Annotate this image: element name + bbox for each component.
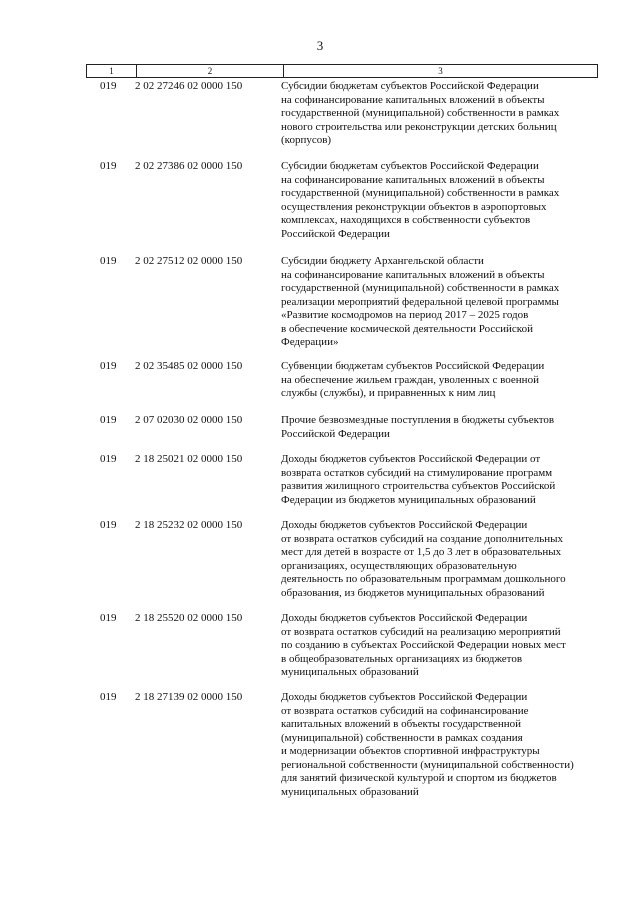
description-line: Субсидии бюджету Архангельской области (281, 255, 484, 267)
income-description (281, 691, 611, 799)
description-line: Доходы бюджетов субъектов Российской Федерации (281, 612, 528, 624)
description-line: «Развитие космодромов на период 2017 – 2025 годов (281, 309, 529, 321)
description-line: для занятий физической культурой и спортом из бюджетов (281, 772, 557, 784)
income-description (281, 453, 611, 507)
budget-classification-code: 2 02 27512 02 0000 150 (135, 255, 243, 267)
budget-classification-code: 2 18 25021 02 0000 150 (135, 453, 243, 465)
description-line: Доходы бюджетов субъектов Российской Федерации (281, 519, 528, 531)
budget-classification-code: 2 07 02030 02 0000 150 (135, 414, 243, 426)
description-line: развития жилищного строительства субъектов Российской (281, 480, 556, 492)
admin-code: 019 (100, 519, 117, 531)
admin-code: 019 (100, 360, 117, 372)
description-line: от возврата остатков субсидий на софинансирование (281, 704, 529, 717)
admin-code: 019 (100, 80, 117, 92)
income-description (281, 80, 611, 148)
budget-classification-code: 2 18 25232 02 0000 150 (135, 519, 243, 531)
description-line: в обеспечение космической деятельности Российской (281, 322, 533, 335)
description-line: Российской Федерации (281, 427, 390, 440)
description-line: Федерации» (281, 336, 339, 348)
description-line: на софинансирование капитальных вложений в объекты (281, 93, 545, 106)
description-line: государственной (муниципальной) собственности в рамках (281, 107, 560, 119)
description-line: мест для детей в возрасте от 1,5 до 3 лет в образовательных (281, 546, 562, 558)
page-number: 3 (316, 38, 324, 53)
description-line: государственной (муниципальной) собственности в рамках (281, 187, 560, 199)
description-line: на софинансирование капитальных вложений в объекты (281, 173, 545, 186)
column-header-2: 2 (136, 65, 283, 77)
description-line: муниципальных образований (281, 785, 419, 798)
admin-code: 019 (100, 414, 117, 426)
income-description (281, 519, 611, 600)
description-line: осуществления реконструкции объектов в аэропортовых (281, 200, 547, 213)
income-description (281, 414, 611, 441)
description-line: по созданию в субъектах Российской Федерации новых мест (281, 639, 566, 651)
description-line: организациях, осуществляющих образовательную (281, 559, 517, 572)
description-line: комплексах, находящихся в собственности субъектов (281, 214, 531, 226)
description-line: муниципальных образований (281, 666, 419, 678)
description-line: нового строительства или реконструкции детских больниц (281, 120, 557, 133)
description-line: в общеобразовательных организациях из бюджетов (281, 652, 523, 665)
table-column-header (86, 64, 598, 78)
description-line: Субсидии бюджетам субъектов Российской Федерации (281, 160, 539, 172)
description-line: региональной собственности (муниципальной собственности) (281, 758, 574, 771)
description-line: государственной (муниципальной) собственности в рамках (281, 282, 560, 294)
description-line: от возврата остатков субсидий на реализацию мероприятий (281, 625, 561, 638)
description-line: (муниципальной) собственности в рамках создания (281, 731, 523, 744)
description-line: Доходы бюджетов субъектов Российской Федерации (281, 691, 528, 703)
column-header-3: 3 (283, 65, 598, 77)
description-line: возврата остатков субсидий на стимулирование программ (281, 466, 553, 479)
description-line: Федерации из бюджетов муниципальных образований (281, 493, 536, 506)
description-line: на обеспечение жильем граждан, уволенных с военной (281, 373, 539, 386)
description-line: от возврата остатков субсидий на создание дополнительных (281, 532, 564, 545)
income-description (281, 255, 611, 350)
admin-code: 019 (100, 453, 117, 465)
admin-code: 019 (100, 691, 117, 703)
description-line: деятельность по образовательным программам дошкольного (281, 573, 566, 585)
income-description (281, 160, 611, 241)
description-line: Субвенции бюджетам субъектов Российской Федерации (281, 360, 545, 372)
description-line: (корпусов) (281, 134, 332, 146)
budget-classification-code: 2 02 27386 02 0000 150 (135, 160, 243, 172)
column-header-1: 1 (86, 65, 136, 77)
description-line: реализации мероприятий федеральной целевой программы (281, 295, 559, 308)
budget-classification-code: 2 02 35485 02 0000 150 (135, 360, 243, 372)
income-description (281, 612, 611, 680)
description-line: службы (службы), и приравненных к ним лиц (281, 387, 496, 399)
description-line: Субсидии бюджетам субъектов Российской Федерации (281, 80, 539, 92)
description-line: Прочие безвозмездные поступления в бюджеты субъектов (281, 414, 555, 426)
description-line: и модернизации объектов спортивной инфраструктуры (281, 745, 540, 757)
description-line: на софинансирование капитальных вложений в объекты (281, 268, 545, 281)
admin-code: 019 (100, 612, 117, 624)
budget-classification-code: 2 18 25520 02 0000 150 (135, 612, 243, 624)
admin-code: 019 (100, 160, 117, 172)
description-line: Доходы бюджетов субъектов Российской Федерации от (281, 453, 541, 465)
budget-classification-code: 2 02 27246 02 0000 150 (135, 80, 243, 92)
description-line: образования, из бюджетов муниципальных образований (281, 586, 545, 599)
admin-code: 019 (100, 255, 117, 267)
description-line: Российской Федерации (281, 227, 390, 240)
description-line: капитальных вложений в объекты государственной (281, 718, 522, 730)
budget-classification-code: 2 18 27139 02 0000 150 (135, 691, 243, 703)
income-description (281, 360, 611, 401)
